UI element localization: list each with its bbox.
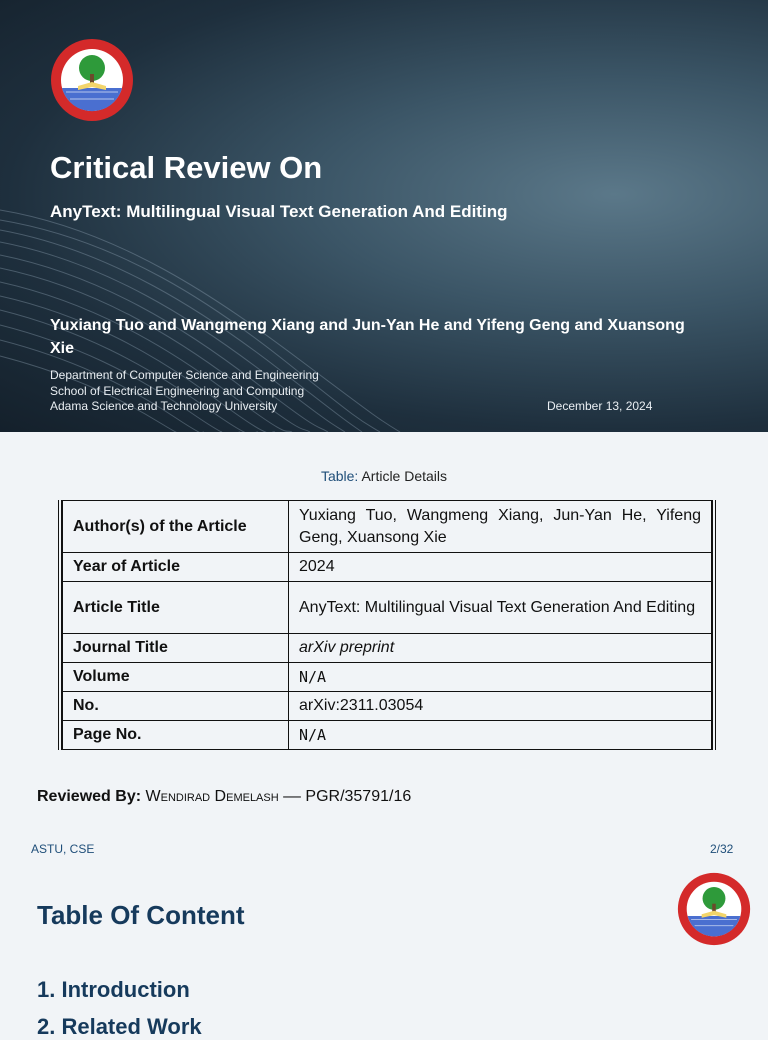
reviewed-by-label: Reviewed By: [37,788,142,805]
reviewer-name: Wendirad Demelash [145,788,279,805]
table-row [63,553,712,582]
article-subtitle: AnyText: Multilingual Visual Text Generation And Editing [50,202,508,221]
toc-title: Table Of Content [37,900,245,930]
affiliation-line: Department of Computer Science and Engineering [50,368,319,382]
reviewer-separator: –– [283,788,301,805]
row-value: arXiv preprint [289,634,712,663]
toc-item[interactable]: 1. Introduction [37,977,190,1002]
authors: Yuxiang Tuo and Wangmeng Xiang and Jun-Yan He and Yifeng Geng and Xuansong Xie [50,317,685,357]
page-number: 2/32 [710,842,734,856]
row-key: Page No. [63,721,289,750]
row-key: Journal Title [63,634,289,663]
article-details-table [58,500,716,750]
page-title: Critical Review On [50,150,323,185]
row-value: N/A [289,663,712,692]
footer-institution: ASTU, CSE [31,842,95,856]
table-row [63,582,712,634]
affiliation-line: School of Electrical Engineering and Computing [50,383,305,398]
table-row [63,501,712,553]
reviewer-id: PGR/35791/16 [305,788,412,805]
row-value: Yuxiang Tuo, Wangmeng Xiang, Jun-Yan He, Yifeng Geng, Xuansong Xie [289,501,712,553]
table-row [63,721,712,750]
table-row [63,663,712,692]
university-logo-icon [50,38,134,122]
university-logo-icon [677,872,751,946]
row-key: No. [63,692,289,721]
affiliation-line: Adama Science and Technology University [50,399,278,413]
row-key: Author(s) of the Article [63,501,289,553]
row-key: Volume [63,663,289,692]
row-value: 2024 [289,553,712,582]
row-key: Article Title [63,582,289,634]
table-caption-text: Article Details [361,468,448,484]
reviewed-by [37,788,411,806]
table-caption-label: Table: [320,468,359,484]
row-value: N/A [289,721,712,750]
row-value: arXiv:2311.03054 [289,692,712,721]
table-caption [0,468,768,484]
toc-item[interactable]: 2. Related Work [37,1014,202,1039]
date: December 13, 2024 [547,399,653,413]
affiliation [50,368,319,415]
table-row [63,634,712,663]
cover-banner [0,0,768,432]
row-value: AnyText: Multilingual Visual Text Generation And Editing [289,582,712,634]
table-row [63,692,712,721]
row-key: Year of Article [63,553,289,582]
